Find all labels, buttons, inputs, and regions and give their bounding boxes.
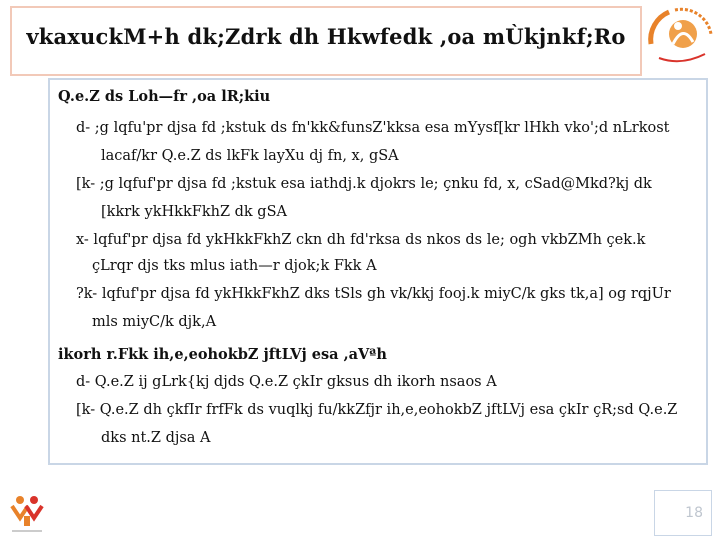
- list-item-line: çLrqr djs tks mlus iath—r djok;k Fkk A: [92, 258, 377, 274]
- list-item-line: ?k- lqfuf'pr djsa fd ykHkkFkhZ dks tSls gh vk/kkj fooj.k miyC/k gks tk,a] og rqjUr: [76, 286, 671, 302]
- list-item-line: [k- Q.e.Z dh çkfIr frfFk ds vuqlkj fu/kkZfjr ih,e,eohokbZ jftLVj esa çkIr çR;sd Q.e.Z: [76, 402, 678, 418]
- list-item-line: x- lqfuf'pr djsa fd ykHkkFkhZ ckn dh fd'rksa ds nkos ds le; ogh vkbZMh çek.k: [76, 232, 646, 248]
- page-number-box: [654, 490, 712, 536]
- list-item-line: lacaf/kr Q.e.Z ds lkFk layXu dj fn, x, gSA: [101, 148, 399, 164]
- list-item-line: d- Q.e.Z ij gLrk{kj djds Q.e.Z çkIr gksus dh ikorh nsaos A: [76, 374, 497, 390]
- page-number: 18: [685, 505, 703, 521]
- ministry-logo-icon: [4, 490, 50, 536]
- list-item-line: [k- ;g lqfuf'pr djsa fd ;kstuk esa iathdj.k djokrs le; çnku fd, x, cSad@Mkd?kj dk: [76, 176, 652, 192]
- section-heading-acknowledgement: ikorh r.Fkk ih,e,eohokbZ jftLVj esa ,aVªh: [58, 346, 387, 363]
- title-box: [10, 6, 642, 76]
- list-item-line: mls miyC/k djk,A: [92, 314, 217, 330]
- scheme-logo-icon: [645, 4, 717, 68]
- list-item-line: dks nt.Z djsa A: [101, 430, 211, 446]
- list-item-line: d- ;g lqfu'pr djsa fd ;kstuk ds fn'kk&funsZ'kksa esa mYysf[kr lHkh vko';d nLrkost: [76, 120, 670, 136]
- slide-title: vkaxuckM+h dk;Zdrk dh Hkwfedk ,oa mÙkjnkf;Ro: [26, 24, 626, 49]
- section-heading-verification: Q.e.Z ds Loh—fr ,oa lR;kiu: [58, 88, 271, 105]
- list-item-line: [kkrk ykHkkFkhZ dk gSA: [101, 204, 287, 220]
